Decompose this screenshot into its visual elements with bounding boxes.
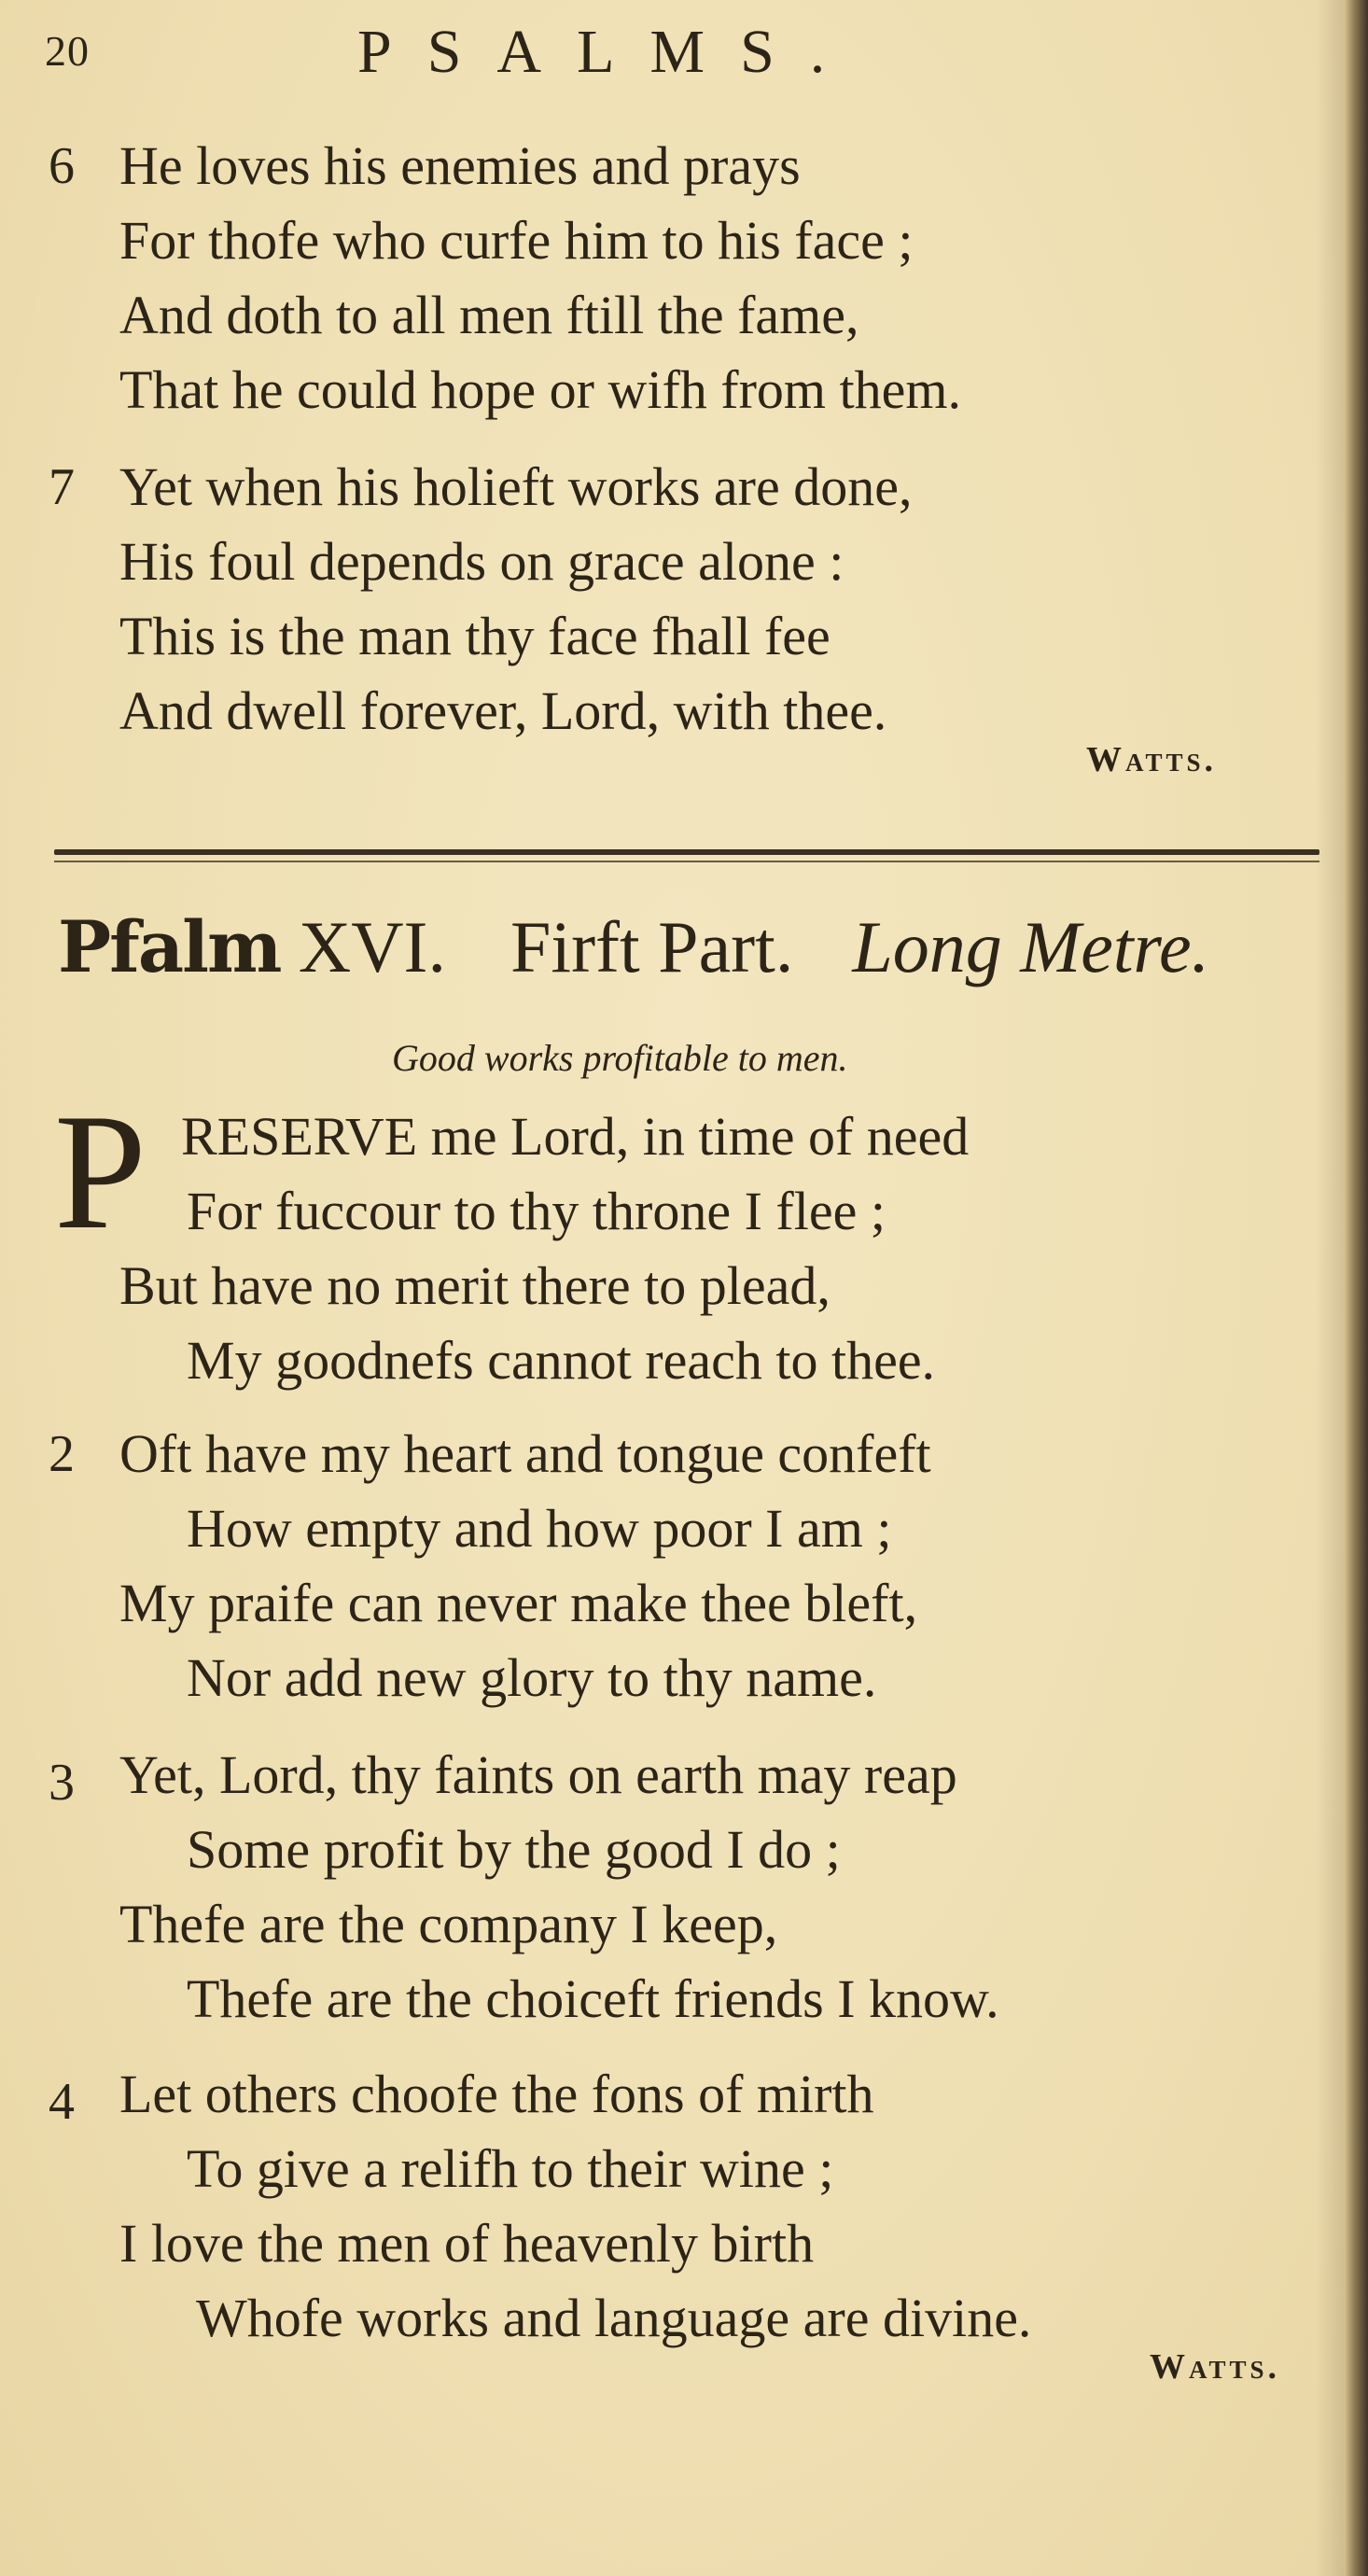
verse-line: This is the man thy face fhall fee xyxy=(119,606,831,666)
verse-line: I love the men of heavenly birth xyxy=(119,2213,815,2274)
verse-line: Nor add new glory to thy name. xyxy=(187,1647,877,1708)
verse-line: His foul depends on grace alone : xyxy=(119,531,845,592)
verse-line: Yet, Lord, thy faints on earth may reap xyxy=(119,1744,957,1805)
verse-line: To give a relifh to their wine ; xyxy=(187,2138,834,2199)
verse-line: Yet when his holieft works are done, xyxy=(119,456,913,517)
heading-part: Firft Part. xyxy=(510,906,794,987)
heading-number: XVI. xyxy=(298,906,447,987)
heading-metre: Long Metre. xyxy=(852,906,1210,987)
author-signature: Watts. xyxy=(1086,740,1218,779)
verse-line: RESERVE me Lord, in time of need xyxy=(181,1106,970,1167)
verse-line: Oft have my heart and tongue confeft xyxy=(119,1423,931,1484)
psalm-subheading: Good works profitable to men. xyxy=(392,1037,848,1079)
verse-line: For thofe who curfe him to his face ; xyxy=(119,210,914,271)
stanza-number: 2 xyxy=(49,1425,75,1483)
section-rule xyxy=(54,849,1319,855)
stanza-number: 7 xyxy=(49,458,75,516)
page-edge xyxy=(1344,0,1368,2576)
verse-line: And dwell forever, Lord, with thee. xyxy=(119,680,887,741)
verse-line: How empty and how poor I am ; xyxy=(187,1498,892,1559)
verse-line: Thefe are the choiceft friends I know. xyxy=(187,1968,999,2029)
running-head xyxy=(0,17,1344,91)
verse-line: He loves his enemies and prays xyxy=(119,135,801,196)
page-number: 20 xyxy=(45,27,90,75)
stanza-number: 4 xyxy=(49,2073,75,2131)
gutter-shadow xyxy=(1316,0,1344,2576)
author-signature: Watts. xyxy=(1150,2347,1281,2387)
verse-line: For fuccour to thy throne I flee ; xyxy=(187,1181,886,1241)
section-rule-thin xyxy=(54,861,1319,862)
verse-line: And doth to all men ftill the fame, xyxy=(119,285,859,345)
running-title: PSALMS. xyxy=(357,18,861,86)
verse-line: Let others choofe the fons of mirth xyxy=(119,2064,874,2124)
psalm-heading xyxy=(58,905,1209,989)
verse-line: But have no merit there to plead, xyxy=(119,1255,831,1316)
verse-line: My goodnefs cannot reach to thee. xyxy=(187,1330,936,1391)
heading-blackletter: Pfalm xyxy=(58,905,281,988)
verse-line: My praife can never make thee bleft, xyxy=(119,1573,918,1633)
drop-cap: P xyxy=(54,1079,147,1264)
stanza-number: 6 xyxy=(49,137,75,195)
verse-line: Thefe are the company I keep, xyxy=(119,1894,778,1954)
stanza-number: 3 xyxy=(49,1754,75,1812)
verse-line: That he could hope or wifh from them. xyxy=(119,359,961,420)
verse-line: Some profit by the good I do ; xyxy=(187,1819,841,1880)
verse-line: Whofe works and language are divine. xyxy=(196,2288,1032,2348)
